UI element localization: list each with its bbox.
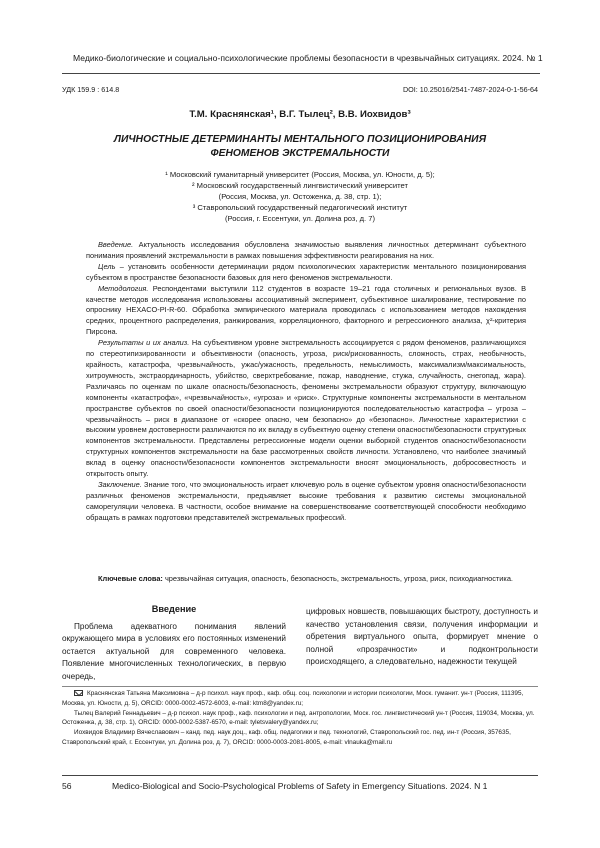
abstract-label: Введение. — [98, 240, 134, 249]
page-number: 56 — [62, 781, 72, 791]
footnote-author-3: Иохвидов Владимир Вячеславович – канд. пед. наук доц., каф. общ. педагогики и пед. технологий, Ставропольский гос. пед. ин-т (Россия, 357635, Ставропольский край, г. Ессентуки, ул. Долина роз, д. 7), ORCID: 0000-0003-2081-8005, e-mail: vlnauka@mail.ru — [62, 729, 511, 746]
abstract-text: Респондентами выступили 112 студентов в возрасте 19–21 года столичных и региональных вузов. В качестве методов исследования использованы ассоциативный эксперимент, субъективное шкалирование, тестирование по опроснику HEXACO-PI-R-60. Обработка эмпирического материала проводилась с использованием методов нахождения средних, процентного распределения, ранжирования, корреляционного, факторного и регрессионного анализа, χ²-критерия Пирсона. — [86, 283, 526, 337]
section-heading: Введение — [151, 604, 197, 614]
header-divider — [62, 73, 540, 74]
mail-icon — [74, 690, 83, 696]
affiliations — [100, 169, 500, 224]
body-paragraph: Проблема адекватного понимания явлений окружающего мира в условиях его постоянных изменений остается актуальной для современного человека. Появление многочисленных технологических, в первую очередь, — [62, 621, 286, 681]
abstract-text: Знание того, что эмоциональность играет ключевую роль в оценке субъектом уровня опасности/безопасности различных феноменов экстремальности, предъявляет высокие требования к развитию системы эмоциональной саморегуляции человека. В частности, особое внимание на совершенствование соответствующей способности необходимо обращать в рамках подготовки представителей экстремальных профессий. — [86, 479, 526, 522]
keywords-text: чрезвычайная ситуация, опасность, безопасность, экстремальность, угроза, риск, психодиагностика. — [162, 574, 513, 583]
abstract-label: Цель — [98, 261, 116, 271]
abstract-methodology — [86, 284, 526, 339]
body-paragraph: цифровых новшеств, повышающих быстроту, доступность и качество установления связи, получения информации и обретения виртуального опыта, формирует мнение о полной «прозрачности» и подконтрольности происходящего, а следовательно, надежности текущей — [306, 607, 538, 667]
body-column-left — [62, 603, 286, 684]
footer-divider — [62, 775, 538, 776]
abstract-results — [86, 338, 526, 480]
abstract-label: Результаты и их анализ. — [98, 338, 190, 348]
abstract-text: – установить особенности детерминации рядом психологических характеристик ментального позиционирования субъектом в пространстве безопасности базовых для него феноменов экстремальности. — [86, 261, 526, 282]
authors: Т.М. Краснянская¹, В.Г. Тылец², В.В. Иохвидов³ — [189, 109, 411, 120]
abstract-conclusion — [86, 480, 526, 524]
footnote-author-1 — [62, 689, 538, 709]
abstract-label: Заключение. — [98, 479, 142, 489]
body-column-right — [306, 606, 538, 669]
abstract-text: Актуальность исследования обусловлена значимостью выявления личностных детерминант субъектного понимания проявлений экстремальности в рамках повышения эффективности реагирования на них. — [86, 240, 526, 260]
abstract-label: Методология. — [98, 283, 149, 293]
keywords — [86, 574, 526, 585]
udk-code: УДК 159.9 : 614.8 — [62, 85, 120, 94]
abstract — [86, 240, 526, 524]
article-title: ЛИЧНОСТНЫЕ ДЕТЕРМИНАНТЫ МЕНТАЛЬНОГО ПОЗИЦИОНИРОВАНИЯ ФЕНОМЕНОВ ЭКСТРЕМАЛЬНОСТИ — [113, 134, 487, 159]
affiliation-line: ¹ Московский гуманитарный университет (Россия, Москва, ул. Юности, д. 5); — [165, 170, 435, 179]
affiliation-line: ³ Ставропольский государственный педагогический институт — [192, 203, 408, 213]
doi-link[interactable]: DOI: 10.25016/2541-7487-2024-0-1-56-64 — [402, 85, 538, 94]
footnote-divider — [62, 686, 538, 687]
footer-journal: Medico-Biological and Socio-Psychological Problems of Safety in Emergency Situations. 2024. N 1 — [112, 781, 488, 791]
footnote-text: Краснянская Татьяна Максимовна – д-р психол. наук проф., каф. общ. соц. психологии и истории психологии, Моск. гуманит. ун-т (Россия, 111395, Москва, ул. Юности, д. 5), ORCID: 0000-0002-4572-6003, e-mail: ktm8@yandex.ru; — [62, 690, 524, 707]
affiliation-line: ² Московский государственный лингвистический университет — [192, 181, 408, 191]
abstract-intro — [86, 240, 526, 262]
keywords-label: Ключевые слова: — [98, 574, 163, 583]
journal-header: Медико-биологические и социально-психологические проблемы безопасности в чрезвычайных ситуациях. 2024. № 1 — [73, 53, 543, 63]
affiliation-line: (Россия, Москва, ул. Остоженка, д. 38, стр. 1); — [218, 192, 382, 202]
abstract-text: На субъективном уровне экстремальность ассоциируется с рядом феноменов, различающихся по стереотипизированности и объективности (опасность, угроза, риск/рискованность, сложность, страх, необычность, крайность, катастрофа, чрезвычайность, ужас/ужасность, предельность, немыслимость, максимализм/максимальность, хитроумность, экстраординарность, убийство, сверхтребование, пожар, наводнение, стужа, случайность, снегопад, жара). Различаясь по оценкам по шкале опасность/безопасность, феномены экстремальности образуют структуру, включающую компоненты «катастрофа», «чрезвычайность», «угроза» и «риск». Структурные компоненты экстремальности в ментальном пространстве субъектов по своей опасности/безопасности позиционируются последовательностью катастрофа – угроза – чрезвычайность – риск в диапазоне от «скорее опасно, чем безопасно» до «безопасно». Личностные характеристики с высоким уровнем достоверности различаются по их вкладу в субъектную оценку степени опасности/безопасности структурных компонентов экстремальности. Представлены регрессионные модели оценки выборкой студентов опасности/безопасности структурных компонентов экстремальности на базе рассмотренных свойств личности. Установлено, что наиболее значимый вклад в оценку опасности/безопасности компонентов экстремальности вносят эмоциональность, добросовестность и открытость опыту. — [86, 338, 527, 479]
author-footnotes — [62, 689, 538, 748]
footnote-author-2: Тылец Валерий Геннадьевич – д-р психол. наук проф., каф. психологии и пед. антропологии, Моск. гос. лингвистический ун-т (Россия, 119034, Москва, ул. Остоженка, д. 38, стр. 1), ORCID: 0000-0002-5387-6570, e-mail: tyletsvalery@yandex.ru; — [62, 709, 535, 727]
abstract-aim — [86, 262, 526, 284]
affiliation-line: (Россия, г. Ессентуки, ул. Долина роз, д. 7) — [224, 214, 376, 224]
